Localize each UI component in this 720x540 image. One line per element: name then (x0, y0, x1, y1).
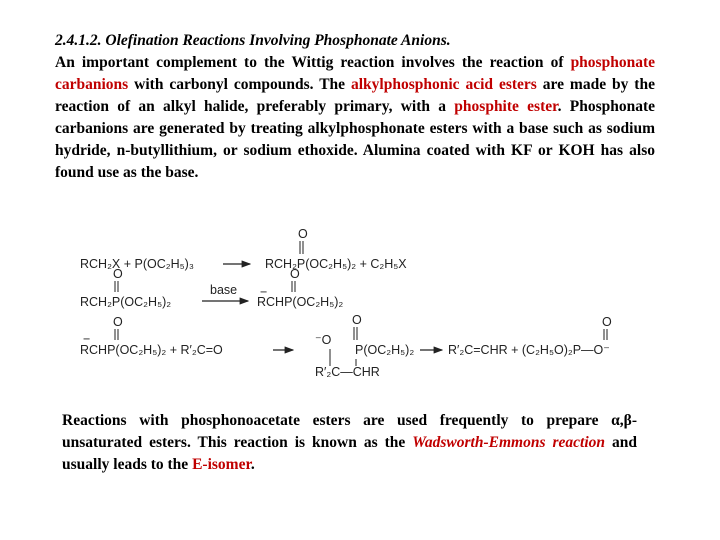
reaction-3 (80, 313, 612, 379)
reaction-3-reactants: RCHP(OC₂H₅)₂ + R′₂C=O (80, 343, 223, 357)
term-phosphite-ester: phosphite ester (454, 98, 558, 115)
intro-text: . Phosphonate carbanions are generated by treating alkylphosphonate esters with a base such as sodium hydride, n-butyllithium, or sodium ethoxide. Alumina coated with KF or KOH has also found use as the base. (55, 98, 656, 181)
outro-paragraph (62, 410, 637, 476)
term-wadsworth-emmons: Wadsworth-Emmons reaction (412, 434, 606, 451)
term-e-isomer: E-isomer (192, 456, 251, 473)
intermediate-phosphonate: P(OC₂H₅)₂ (355, 343, 415, 357)
phosphoryl-oxygen: O (602, 315, 612, 329)
phosphoryl-oxygen: O (113, 267, 123, 281)
outro-text: and usually leads to the (62, 434, 637, 473)
phosphoryl-oxygen: O (352, 313, 362, 327)
phosphoryl-oxygen: O (298, 227, 308, 241)
section-heading: 2.4.1.2. Olefination Reactions Involving Phosphonate Anions. (55, 32, 451, 49)
intro-text: An important complement to the Wittig reaction involves the reaction of (55, 54, 571, 71)
phosphoryl-oxygen: O (113, 315, 123, 329)
outro-text: Reactions with phosphonoacetate esters are used frequently to prepare α,β-unsaturated esters. This reaction is known as the (62, 412, 637, 451)
outro-text: . (250, 456, 255, 473)
intro-text: are made by the reaction of an alkyl halide, preferably primary, with a (55, 76, 655, 115)
reaction-2-product: RCHP(OC₂H₅)₂ (257, 295, 344, 309)
reaction-3-products: R′₂C=CHR + (C₂H₅O)₂P—O⁻ (448, 343, 610, 357)
alkoxide-oxygen: ⁻O (315, 333, 332, 347)
phosphoryl-oxygen: O (290, 267, 300, 281)
reaction-scheme (80, 226, 640, 386)
reaction-1-products: RCH₂P(OC₂H₅)₂ + C₂H₅X (265, 257, 407, 271)
reaction-1 (80, 227, 407, 271)
carbanion-charge: − (260, 285, 268, 299)
intro-text: with carbonyl compounds. The (128, 76, 351, 93)
term-alkylphosphonic-acid-esters: alkylphosphonic acid esters (350, 76, 537, 93)
intro-paragraph (55, 30, 655, 184)
intermediate-backbone: R′₂C—CHR (315, 365, 380, 379)
reaction-2 (80, 267, 343, 309)
reaction-2-reactant: RCH₂P(OC₂H₅)₂ (80, 295, 172, 309)
carbanion-charge: − (83, 332, 91, 346)
reaction-1-reactants: RCH₂X + P(OC₂H₅)₃ (80, 257, 194, 271)
term-phosphonate-carbanions: phosphonate carbanions (55, 54, 655, 93)
reaction-2-reagent: base (210, 283, 238, 297)
